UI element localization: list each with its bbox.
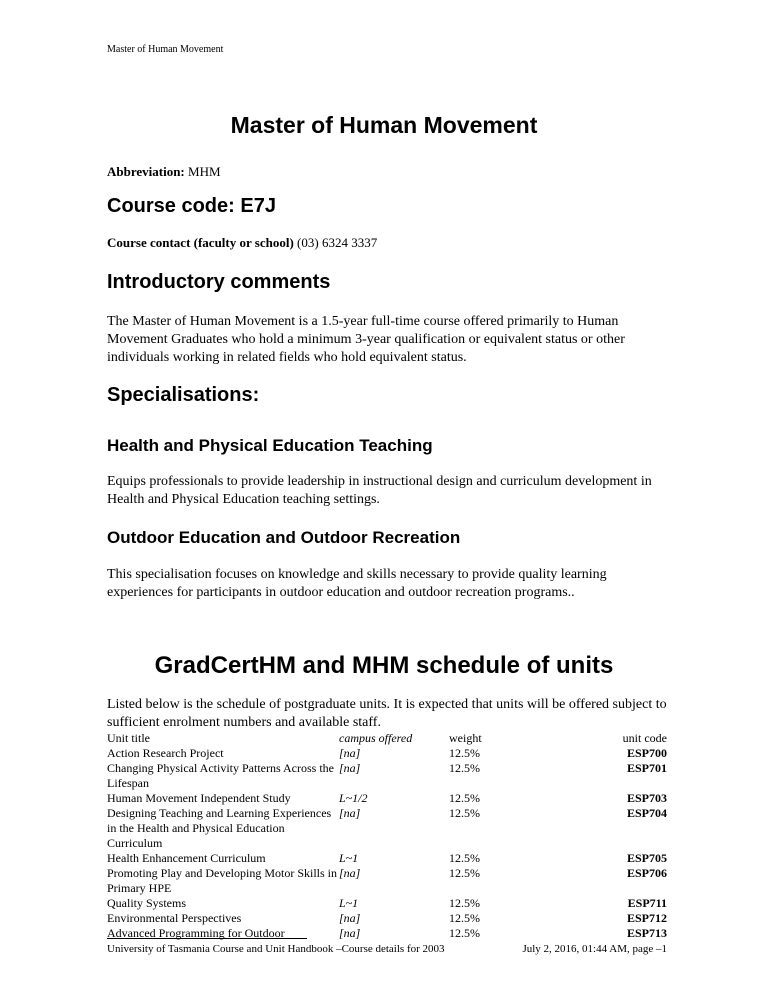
unit-code: ESP700 xyxy=(626,746,667,760)
unit-row xyxy=(107,746,667,761)
specialisation-text: Equips professionals to provide leadership in instructional design and curriculum development in Health and Physical Education teaching settings. xyxy=(107,474,652,507)
running-header: Master of Human Movement xyxy=(107,44,224,55)
unit-code: ESP712 xyxy=(626,911,667,925)
unit-code: ESP701 xyxy=(626,761,667,775)
col-header-title: Unit title xyxy=(107,731,150,745)
unit-campus: [na] xyxy=(339,866,361,880)
unit-weight: 12.5% xyxy=(449,761,480,775)
unit-weight: 12.5% xyxy=(449,851,480,865)
abbreviation-value: MHM xyxy=(188,164,221,179)
specialisations-heading: Specialisations: xyxy=(107,384,260,406)
unit-title: Human Movement Independent Study xyxy=(107,791,291,805)
unit-code: ESP711 xyxy=(627,896,667,910)
intro-text: The Master of Human Movement is a 1.5-year full-time course offered primarily to Human Movement Graduates who hold a minimum 3-year qualification or equivalent status or other individuals working in related fields who hold equivalent status. xyxy=(107,314,625,365)
unit-title: Environmental Perspectives xyxy=(107,911,242,925)
unit-weight: 12.5% xyxy=(449,911,480,925)
unit-code: ESP704 xyxy=(626,806,667,820)
unit-weight: 12.5% xyxy=(449,806,480,820)
schedule-heading: GradCertHM and MHM schedule of units xyxy=(154,652,614,679)
footer-page-info: July 2, 2016, 01:44 AM, page –1 xyxy=(522,943,667,955)
specialisation-title: Health and Physical Education Teaching xyxy=(107,436,433,455)
unit-row xyxy=(107,791,667,806)
unit-row xyxy=(107,911,667,926)
footer-divider xyxy=(107,938,307,939)
specialisation-title: Outdoor Education and Outdoor Recreation xyxy=(107,528,461,547)
units-header-row xyxy=(107,731,667,746)
unit-row xyxy=(107,761,667,791)
col-header-weight: weight xyxy=(449,731,482,745)
unit-campus: [na] xyxy=(339,806,361,820)
course-contact-label: Course contact (faculty or school) xyxy=(107,235,294,250)
unit-title: Promoting Play and Developing Motor Skills in Primary HPE xyxy=(107,866,337,895)
unit-campus: [na] xyxy=(339,761,361,775)
unit-campus: [na] xyxy=(339,926,361,940)
col-header-code: unit code xyxy=(622,731,667,745)
unit-campus: [na] xyxy=(339,911,361,925)
unit-title: Quality Systems xyxy=(107,896,187,910)
course-contact-line xyxy=(107,235,377,251)
unit-title: Health Enhancement Curriculum xyxy=(107,851,266,865)
unit-campus: L~1 xyxy=(339,851,359,865)
intro-heading: Introductory comments xyxy=(107,271,331,293)
unit-title: Changing Physical Activity Patterns Across the Lifespan xyxy=(107,761,334,790)
unit-campus: L~1/2 xyxy=(339,791,368,805)
unit-weight: 12.5% xyxy=(449,866,480,880)
unit-title: Action Research Project xyxy=(107,746,224,760)
abbreviation-line xyxy=(107,164,221,180)
unit-weight: 12.5% xyxy=(449,746,480,760)
units-table xyxy=(107,731,667,941)
schedule-intro: Listed below is the schedule of postgraduate units. It is expected that units will be offered subject to sufficient enrolment numbers and available staff. xyxy=(107,697,667,730)
unit-campus: L~1 xyxy=(339,896,359,910)
course-contact-value: (03) 6324 3337 xyxy=(297,235,378,250)
unit-row xyxy=(107,851,667,866)
unit-weight: 12.5% xyxy=(449,791,480,805)
unit-weight: 12.5% xyxy=(449,896,480,910)
unit-title: Designing Teaching and Learning Experiences in the Health and Physical Education Curriculum xyxy=(107,806,332,850)
page-title: Master of Human Movement xyxy=(230,112,538,138)
col-header-campus: campus offered xyxy=(339,731,413,745)
unit-row xyxy=(107,896,667,911)
unit-code: ESP705 xyxy=(626,851,667,865)
specialisation-text: This specialisation focuses on knowledge and skills necessary to provide quality learning experiences for participants in outdoor education and outdoor recreation programs.. xyxy=(107,567,607,600)
unit-code: ESP713 xyxy=(626,926,667,940)
unit-code: ESP706 xyxy=(626,866,667,880)
unit-code: ESP703 xyxy=(626,791,667,805)
unit-weight: 12.5% xyxy=(449,926,480,940)
course-code-heading: Course code: E7J xyxy=(107,195,276,217)
unit-campus: [na] xyxy=(339,746,361,760)
unit-row xyxy=(107,806,667,851)
unit-row xyxy=(107,866,667,896)
abbreviation-label: Abbreviation: xyxy=(107,164,185,179)
footer-source: University of Tasmania Course and Unit Handbook –Course details for 2003 xyxy=(107,943,445,955)
unit-title: Advanced Programming for Outdoor xyxy=(107,926,285,940)
